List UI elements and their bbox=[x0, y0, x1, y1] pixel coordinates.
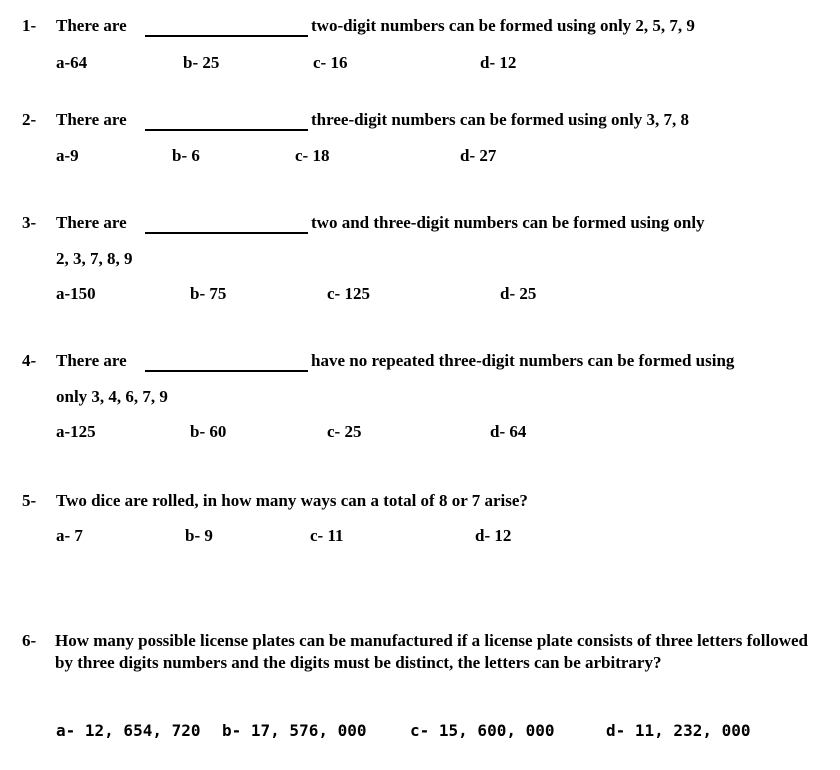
q2-option-b: b- 6 bbox=[172, 146, 200, 165]
q6-text: How many possible license plates can be manufactured if a license plate consists of three letters followed by three digits numbers and the digits must be distinct, the letters can be arbitrary? bbox=[55, 631, 808, 672]
q1-number: 1- bbox=[22, 16, 37, 35]
q1-option-c: c- 16 bbox=[313, 53, 348, 72]
q4-number: 4- bbox=[22, 351, 37, 370]
q5-text: Two dice are rolled, in how many ways can a total of 8 or 7 arise? bbox=[56, 491, 528, 510]
q6-option-b: b- 17, 576, 000 bbox=[222, 721, 367, 740]
q2-number: 2- bbox=[22, 110, 37, 129]
q4-option-d: d- 64 bbox=[490, 422, 527, 441]
q5-option-b: b- 9 bbox=[185, 526, 213, 545]
q6-option-c: c- 15, 600, 000 bbox=[410, 721, 555, 740]
q5-option-a: a- 7 bbox=[56, 526, 83, 545]
q1-text: two-digit numbers can be formed using only 2, 5, 7, 9 bbox=[311, 16, 695, 35]
q6-option-a: a- 12, 654, 720 bbox=[56, 721, 201, 740]
q2-option-d: d- 27 bbox=[460, 146, 497, 165]
q1-option-b: b- 25 bbox=[183, 53, 220, 72]
q2-lead: There are bbox=[56, 110, 127, 129]
q4-option-b: b- 60 bbox=[190, 422, 227, 441]
q6-option-d: d- 11, 232, 000 bbox=[606, 721, 751, 740]
q1-option-a: a-64 bbox=[56, 53, 88, 72]
q4-lead: There are bbox=[56, 351, 127, 370]
q3-continuation: 2, 3, 7, 8, 9 bbox=[56, 249, 133, 268]
q2-option-a: a-9 bbox=[56, 146, 79, 165]
q3-option-a: a-150 bbox=[56, 284, 96, 303]
q3-number: 3- bbox=[22, 213, 37, 232]
q3-option-c: c- 125 bbox=[327, 284, 370, 303]
q6-number: 6- bbox=[22, 631, 37, 650]
q3-answer-blank bbox=[145, 232, 308, 234]
q3-text: two and three-digit numbers can be formed using only bbox=[311, 213, 705, 232]
q3-lead: There are bbox=[56, 213, 127, 232]
q5-number: 5- bbox=[22, 491, 37, 510]
q5-option-d: d- 12 bbox=[475, 526, 512, 545]
q2-text: three-digit numbers can be formed using only 3, 7, 8 bbox=[311, 110, 689, 129]
q1-answer-blank bbox=[145, 35, 308, 37]
q4-continuation: only 3, 4, 6, 7, 9 bbox=[56, 387, 168, 406]
q2-option-c: c- 18 bbox=[295, 146, 330, 165]
q5-option-c: c- 11 bbox=[310, 526, 344, 545]
q3-option-b: b- 75 bbox=[190, 284, 227, 303]
q4-option-c: c- 25 bbox=[327, 422, 362, 441]
q2-answer-blank bbox=[145, 129, 308, 131]
q1-option-d: d- 12 bbox=[480, 53, 517, 72]
q4-option-a: a-125 bbox=[56, 422, 96, 441]
q4-answer-blank bbox=[145, 370, 308, 372]
q4-text: have no repeated three-digit numbers can be formed using bbox=[311, 351, 735, 370]
q1-lead: There are bbox=[56, 16, 127, 35]
q3-option-d: d- 25 bbox=[500, 284, 537, 303]
